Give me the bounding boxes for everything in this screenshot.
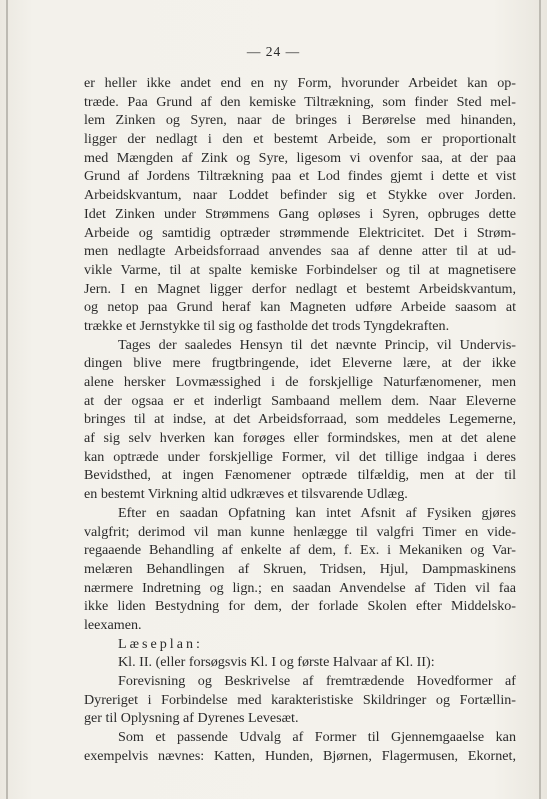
- text-line: Forevisning og Beskrivelse af fremtrædende Hovedformer af: [118, 673, 516, 689]
- text-line: bringes til at indse, at det Arbeidsforraad, som meddeles Legemerne,: [84, 411, 516, 428]
- text-line: med Mængden af Zink og Syre, ligesom vi ovenfor saa, at der paa: [84, 149, 516, 166]
- text-line: Idet Zinken under Strømmens Gang opløses i Syren, opbruges dette: [84, 205, 516, 222]
- page-edge-left: [6, 0, 8, 799]
- text-line: Læseplan:: [118, 635, 203, 652]
- text-line: Som et passende Udvalg af Former til Gjennemgaaelse kan: [118, 729, 516, 746]
- text-line: dingen blive mere frugtbringende, idet Eleverne lære, at der ikke: [84, 355, 516, 372]
- text-line: Efter en saadan Opfatning kan intet Afsnit af Fysiken gjøres: [118, 504, 516, 521]
- text-line: exempelvis nævnes: Katten, Hunden, Bjørnen, Flagermusen, Ekornet,: [84, 747, 516, 764]
- text-line: Kl. II. (eller forsøgsvis Kl. I og første Halvaar af Kl. II):: [118, 654, 435, 671]
- text-body: [84, 74, 516, 765]
- text-line: Dyreriget i Forbindelse med karakteristiske Skildringer og Fortællin-: [84, 691, 516, 708]
- text-line: lem Zinken og Syren, naar de bringes i Berørelse med hinanden,: [84, 112, 516, 129]
- text-line: er heller ikke andet end en ny Form, hvorunder Arbeidet kan op-: [84, 75, 516, 91]
- text-line: ger til Oplysning af Dyrenes Levesæt.: [84, 710, 299, 727]
- text-line: kan optræde under forskjellige Former, vil det tillige indgaa i deres: [84, 448, 516, 465]
- text-line: Grund af Jordens Tiltrækning paa et Lod findes gjemt i dette et vist: [84, 168, 516, 185]
- text-line: melæren Behandlingen af Skruen, Tridsen, Hjul, Dampmaskinens: [84, 560, 516, 577]
- text-line: vikle Varme, til at spalte kemiske Forbindelser og til at magnetisere: [84, 261, 516, 278]
- text-line: valgfrit; derimod vil man kunne henlægge til valgfri Timer en vide-: [84, 523, 516, 540]
- text-line: Jern. I en Magnet ligger derfor nedlagt et bestemt Arbeidskvantum,: [84, 280, 516, 297]
- text-line: men nedlagte Arbeidsforraad anvendes saa af denne atter til at ud-: [84, 243, 516, 260]
- text-line: træde. Paa Grund af den kemiske Tiltrækning, som finder Sted mel-: [84, 93, 516, 110]
- page-number: — 24 —: [246, 44, 301, 59]
- text-line: alene hersker Lovmæssighed i de forskjellige Naturfænomener, men: [84, 374, 516, 390]
- text-line: ikke liden Bestydning for dem, der forlade Skolen efter Middelsko-: [84, 598, 516, 615]
- text-line: at der ogsaa er et inderligt Sambaand mellem dem. Naar Eleverne: [84, 392, 516, 409]
- text-line: regaaende Behandling af enkelte af dem, f. Ex. i Mekaniken og Var-: [84, 542, 516, 559]
- text-line: en bestemt Virkning altid udkræves et tilsvarende Udlæg.: [84, 486, 408, 503]
- text-line: Arbeidskvantum, naar Loddet befinder sig et Stykke over Jorden.: [84, 187, 516, 204]
- text-line: Bevidsthed, at ingen Fænomener optræde tilfældig, men at der til: [84, 467, 516, 484]
- text-line: trække et Jernstykke til sig og fastholde det trods Tyngdekraften.: [84, 317, 450, 334]
- text-line: Arbeide og samtidig optræder strømmende Elektricitet. Det i Strøm-: [84, 224, 516, 241]
- page-edge-right: [539, 0, 541, 799]
- text-line: og netop paa Grund heraf kan Magneten udføre Arbeide saasom at: [84, 299, 516, 316]
- text-line: ligger der nedlagt i den et bestemt Arbeide, som er proportionalt: [84, 131, 516, 148]
- text-line: leexamen.: [84, 616, 142, 633]
- text-line: af sig selv hverken kan forøges eller formindskes, men at det alene: [84, 430, 516, 447]
- text-line: Tages der saaledes Hensyn til det nævnte Princip, vil Undervis-: [118, 336, 516, 353]
- text-line: nærmere Indretning og lign.; en saadan Anvendelse af Tiden vil faa: [84, 579, 516, 596]
